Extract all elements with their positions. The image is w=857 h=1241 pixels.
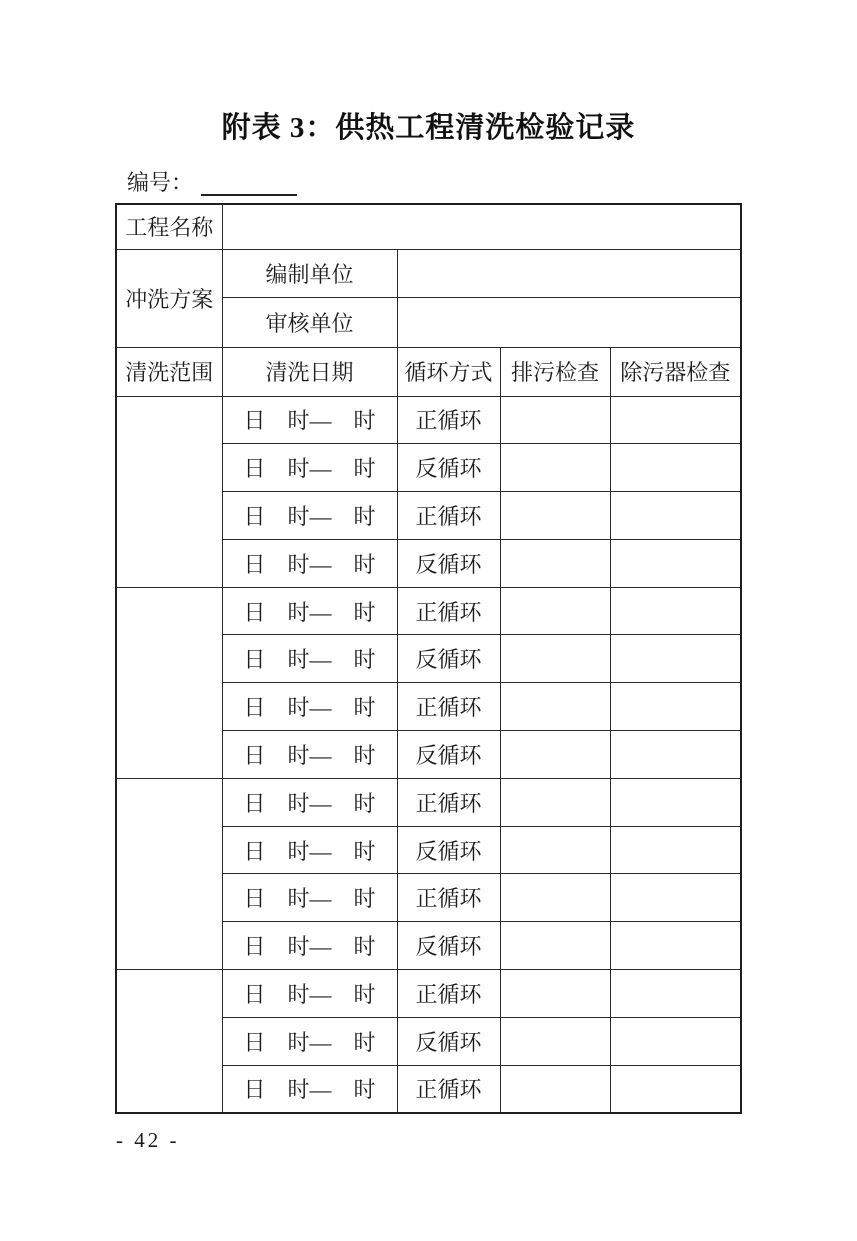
compile-unit-row <box>116 249 741 297</box>
header-strainer-check: 除污器检查 <box>610 347 741 396</box>
project-name-label: 工程名称 <box>116 204 222 249</box>
circulation-mode-cell: 正循环 <box>397 683 500 731</box>
doc-number-label: 编号： <box>127 170 194 195</box>
cleaning-date-cell: 日 时— 时 <box>222 874 397 922</box>
strainer-check-cell <box>610 874 741 922</box>
table-row <box>116 587 741 635</box>
circulation-mode-cell: 反循环 <box>397 539 500 587</box>
circulation-mode-cell: 正循环 <box>397 396 500 444</box>
strainer-check-cell <box>610 396 741 444</box>
sewage-check-cell <box>500 1017 610 1065</box>
doc-number-blank-line <box>201 174 297 196</box>
review-unit-label: 审核单位 <box>222 297 397 347</box>
cleaning-date-cell: 日 时— 时 <box>222 539 397 587</box>
circulation-mode-cell: 正循环 <box>397 778 500 826</box>
sewage-check-cell <box>500 683 610 731</box>
table-row <box>116 778 741 826</box>
sewage-check-cell <box>500 1065 610 1113</box>
circulation-mode-cell: 反循环 <box>397 444 500 492</box>
circulation-mode-cell: 正循环 <box>397 587 500 635</box>
strainer-check-cell <box>610 444 741 492</box>
circulation-mode-cell: 正循环 <box>397 874 500 922</box>
cleaning-date-cell: 日 时— 时 <box>222 396 397 444</box>
circulation-mode-cell: 正循环 <box>397 970 500 1018</box>
cleaning-date-cell: 日 时— 时 <box>222 922 397 970</box>
circulation-mode-cell: 反循环 <box>397 635 500 683</box>
strainer-check-cell <box>610 1017 741 1065</box>
sewage-check-cell <box>500 444 610 492</box>
cleaning-date-cell: 日 时— 时 <box>222 635 397 683</box>
compile-unit-value-cell <box>397 249 741 297</box>
cleaning-date-cell: 日 时— 时 <box>222 1017 397 1065</box>
sewage-check-cell <box>500 778 610 826</box>
header-circulation-mode: 循环方式 <box>397 347 500 396</box>
circulation-mode-cell: 反循环 <box>397 1017 500 1065</box>
cleaning-date-cell: 日 时— 时 <box>222 587 397 635</box>
compile-unit-label: 编制单位 <box>222 249 397 297</box>
sewage-check-cell <box>500 731 610 779</box>
cleaning-date-cell: 日 时— 时 <box>222 492 397 540</box>
strainer-check-cell <box>610 1065 741 1113</box>
cleaning-scope-cell <box>116 778 222 969</box>
cleaning-date-cell: 日 时— 时 <box>222 826 397 874</box>
cleaning-scope-cell <box>116 396 222 587</box>
strainer-check-cell <box>610 587 741 635</box>
header-sewage-check: 排污检查 <box>500 347 610 396</box>
project-name-row <box>116 204 741 249</box>
cleaning-date-cell: 日 时— 时 <box>222 731 397 779</box>
doc-number <box>127 170 297 196</box>
flush-plan-label: 冲洗方案 <box>116 249 222 347</box>
sewage-check-cell <box>500 587 610 635</box>
cleaning-scope-cell <box>116 587 222 778</box>
sewage-check-cell <box>500 492 610 540</box>
strainer-check-cell <box>610 970 741 1018</box>
strainer-check-cell <box>610 731 741 779</box>
strainer-check-cell <box>610 635 741 683</box>
cleaning-date-cell: 日 时— 时 <box>222 778 397 826</box>
strainer-check-cell <box>610 922 741 970</box>
sewage-check-cell <box>500 970 610 1018</box>
table-row <box>116 970 741 1018</box>
strainer-check-cell <box>610 539 741 587</box>
cleaning-scope-cell <box>116 970 222 1113</box>
cleaning-date-cell: 日 时— 时 <box>222 683 397 731</box>
sewage-check-cell <box>500 922 610 970</box>
header-row <box>116 347 741 396</box>
circulation-mode-cell: 反循环 <box>397 922 500 970</box>
header-cleaning-date: 清洗日期 <box>222 347 397 396</box>
strainer-check-cell <box>610 492 741 540</box>
sewage-check-cell <box>500 635 610 683</box>
circulation-mode-cell: 正循环 <box>397 492 500 540</box>
sewage-check-cell <box>500 874 610 922</box>
circulation-mode-cell: 正循环 <box>397 1065 500 1113</box>
sewage-check-cell <box>500 396 610 444</box>
strainer-check-cell <box>610 778 741 826</box>
circulation-mode-cell: 反循环 <box>397 826 500 874</box>
page-number: - 42 - <box>116 1128 180 1152</box>
sewage-check-cell <box>500 539 610 587</box>
project-name-value-cell <box>222 204 741 249</box>
review-unit-value-cell <box>397 297 741 347</box>
cleaning-date-cell: 日 时— 时 <box>222 444 397 492</box>
cleaning-date-cell: 日 时— 时 <box>222 1065 397 1113</box>
page-title: 附表 3：供热工程清洗检验记录 <box>221 112 636 144</box>
inspection-record-table <box>115 203 742 1114</box>
strainer-check-cell <box>610 826 741 874</box>
cleaning-date-cell: 日 时— 时 <box>222 970 397 1018</box>
table-row <box>116 396 741 444</box>
circulation-mode-cell: 反循环 <box>397 731 500 779</box>
sewage-check-cell <box>500 826 610 874</box>
header-cleaning-scope: 清洗范围 <box>116 347 222 396</box>
strainer-check-cell <box>610 683 741 731</box>
